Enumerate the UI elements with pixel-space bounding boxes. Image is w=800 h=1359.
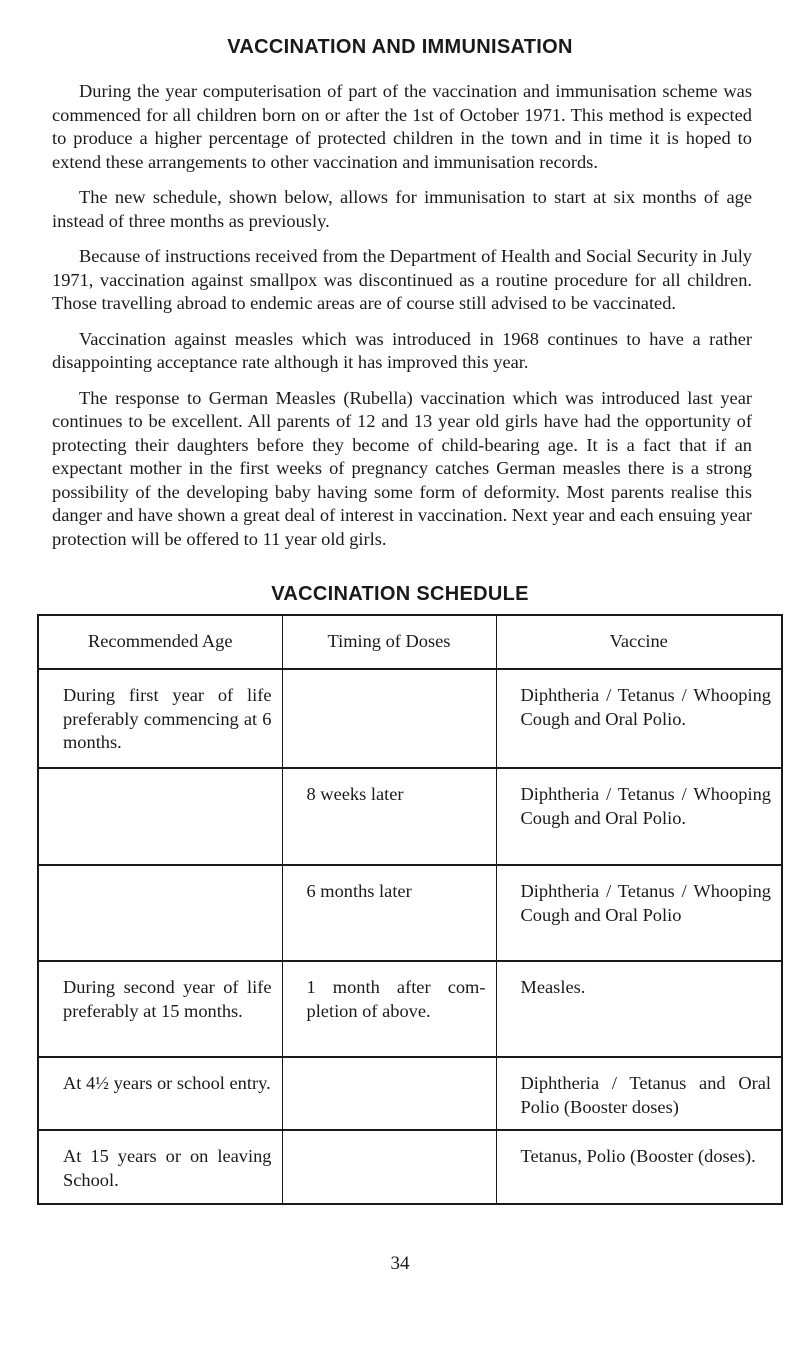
schedule-title: VACCINATION SCHEDULE <box>271 583 529 605</box>
table-row <box>38 865 782 961</box>
table-row <box>38 1130 782 1204</box>
cell-vaccine: Diphtheria / Tetanus / Whooping Cough and Oral Polio. <box>496 669 782 768</box>
cell-age: At 15 years or on leaving School. <box>38 1130 282 1204</box>
cell-age <box>38 865 282 961</box>
page-title: VACCINATION AND IMMUNISATION <box>227 36 573 58</box>
table-row <box>38 1057 782 1130</box>
cell-timing <box>282 669 496 768</box>
cell-age: At 4½ years or school entry. <box>38 1057 282 1130</box>
paragraph-rubella: The response to German Measles (Rubella) vaccination which was introduced last year continues to be excellent. All parents of 12 and 13 year old girls have had the opportunity of protecting their daughters before they become of child-bearing age. It is a fact that if an expectant mother in the first weeks of pregnancy catches German measles there is a strong possibility of the developing baby having some form of deformity. Most parents realise this danger and have shown a great deal of interest in vaccination. Next year and each ensuing year protection will be offered to 11 year old girls. <box>52 387 752 549</box>
page-number: 34 <box>390 1253 410 1274</box>
cell-timing: 6 months later <box>282 865 496 961</box>
cell-timing: 1 month after com- pletion of above. <box>282 961 496 1057</box>
cell-age: During first year of life preferably commencing at 6 months. <box>38 669 282 768</box>
cell-age <box>38 768 282 865</box>
body-text <box>52 80 752 563</box>
header-recommended-age: Recommended Age <box>38 615 282 669</box>
paragraph-measles: Vaccination against measles which was introduced in 1968 continues to have a rather disappointing acceptance rate although it has improved this year. <box>52 328 752 372</box>
header-timing-of-doses: Timing of Doses <box>282 615 496 669</box>
header-vaccine: Vaccine <box>496 615 782 669</box>
cell-timing: 8 weeks later <box>282 768 496 865</box>
cell-vaccine: Tetanus, Polio (Booster (doses). <box>496 1130 782 1204</box>
cell-vaccine: Measles. <box>496 961 782 1057</box>
cell-vaccine: Diphtheria / Tetanus / Whooping Cough and Oral Polio <box>496 865 782 961</box>
paragraph-computerisation: During the year computerisation of part of the vaccination and immunisation scheme was commenced for all children born on or after the 1st of October 1971. This method is expected to produce a higher percentage of protected children in the town and in time it is hoped to extend these arrangements to other vaccination and immunisation records. <box>52 81 752 172</box>
cell-vaccine: Diphtheria / Tetanus and Oral Polio (Booster doses) <box>496 1057 782 1130</box>
table-row <box>38 768 782 865</box>
vaccination-schedule-table <box>37 614 783 1205</box>
paragraph-new-schedule: The new schedule, shown below, allows for immunisation to start at six months of age instead of three months as previously. <box>52 187 752 231</box>
cell-timing <box>282 1130 496 1204</box>
cell-vaccine: Diphtheria / Tetanus / Whooping Cough and Oral Polio. <box>496 768 782 865</box>
table-row <box>38 961 782 1057</box>
table-row <box>38 669 782 768</box>
cell-timing <box>282 1057 496 1130</box>
cell-age: During second year of life preferably at 15 months. <box>38 961 282 1057</box>
paragraph-smallpox: Because of instructions received from the Department of Health and Social Security in July 1971, vaccination against smallpox was discontinued as a routine procedure for all children. Those travelling abroad to endemic areas are of course still advised to be vaccinated. <box>52 246 752 313</box>
table-header-row <box>38 615 782 669</box>
